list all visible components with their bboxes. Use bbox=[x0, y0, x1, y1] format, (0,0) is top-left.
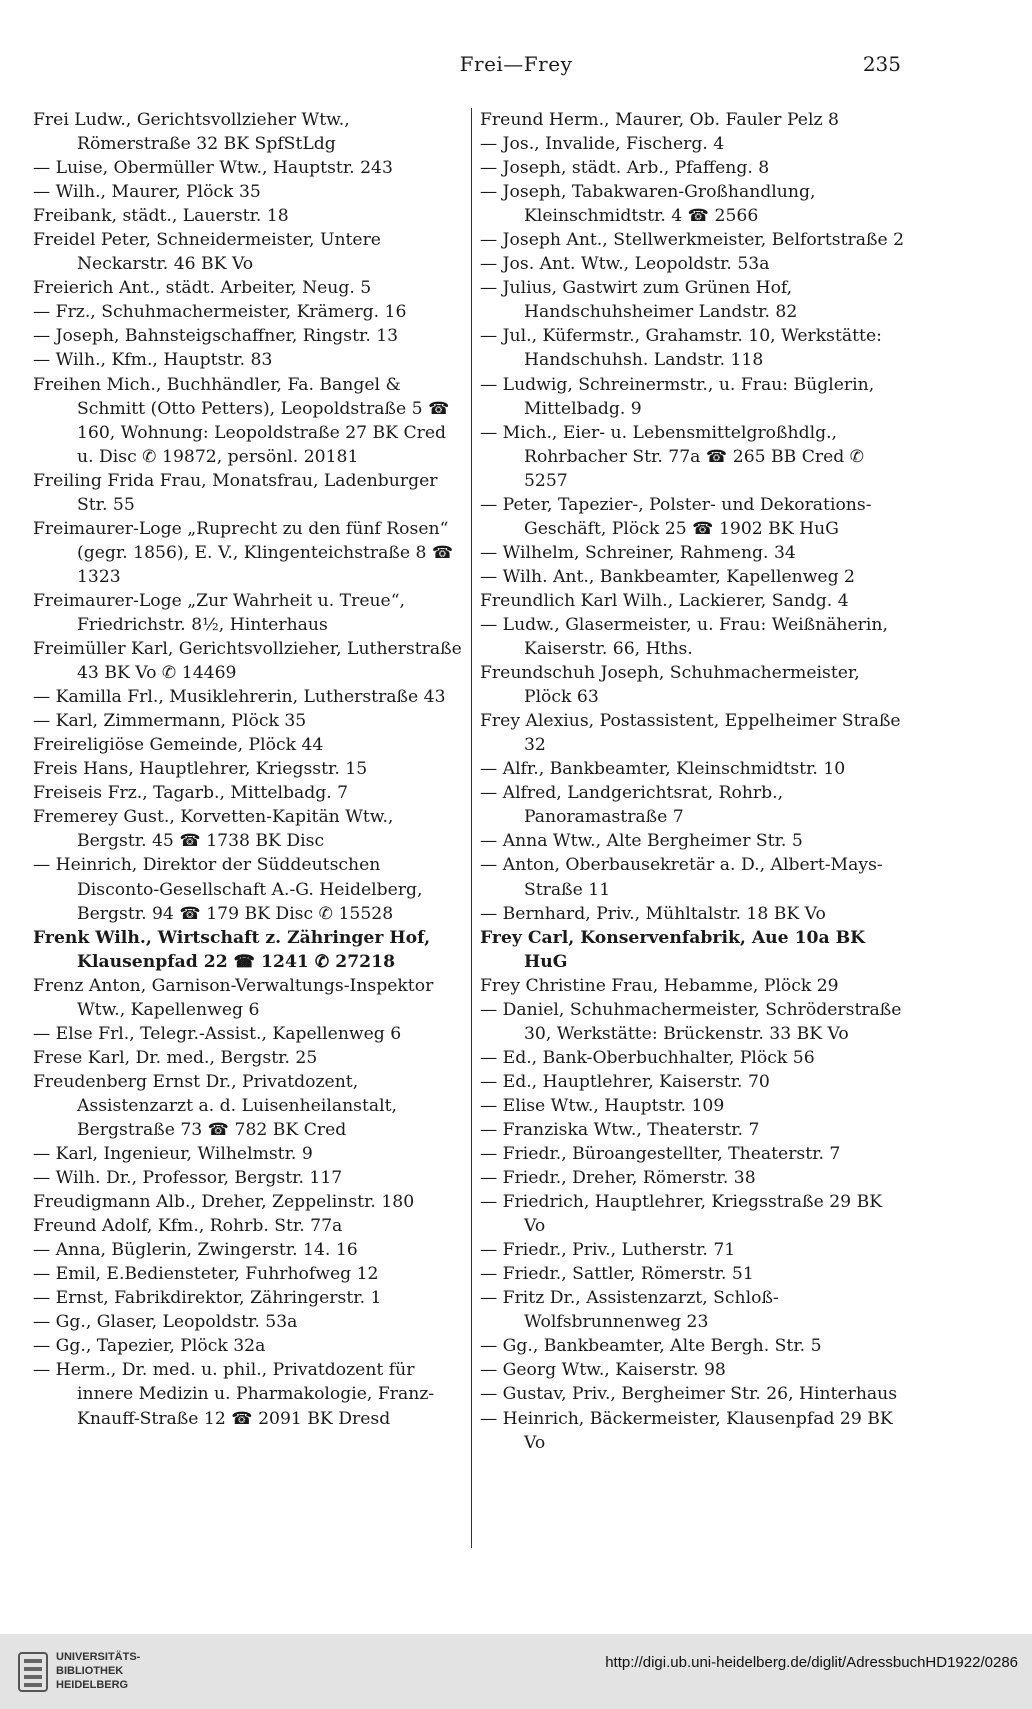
directory-entry: Fremerey Gust., Korvetten-Kapitän Wtw., Bergstr. 45 ☎ 1738 BK Disc bbox=[33, 807, 394, 852]
directory-entry: — Ed., Hauptlehrer, Kaiserstr. 70 bbox=[480, 1071, 770, 1092]
directory-entry: — Friedr., Dreher, Römerstr. 38 bbox=[480, 1168, 756, 1189]
directory-entry: — Jul., Küfermstr., Grahamstr. 10, Werkstätte: Handschuhsh. Landstr. 118 bbox=[480, 326, 882, 371]
directory-entry: — Joseph, Tabakwaren-Großhandlung, Kleinschmidtstr. 4 ☎ 2566 bbox=[480, 182, 816, 227]
column-divider bbox=[471, 108, 472, 1548]
directory-entry: — Wilh., Kfm., Hauptstr. 83 bbox=[33, 350, 273, 371]
directory-entry: — Karl, Zimmermann, Plöck 35 bbox=[33, 711, 307, 732]
directory-entry: — Herm., Dr. med. u. phil., Privatdozent für innere Medizin u. Pharmakologie, Franz-Knauff-Straße 12 ☎ 2091 BK Dresd bbox=[33, 1360, 435, 1429]
logo-line: UNIVERSITÄTS- bbox=[56, 1651, 141, 1663]
directory-entry: — Gg., Glaser, Leopoldstr. 53a bbox=[33, 1312, 298, 1333]
directory-entry: Freundschuh Joseph, Schuhmachermeister, Plöck 63 bbox=[480, 663, 860, 708]
directory-entry: — Gg., Tapezier, Plöck 32a bbox=[33, 1336, 266, 1357]
directory-entry: Frei Ludw., Gerichtsvollzieher Wtw., Römerstraße 32 BK SpfStLdg bbox=[33, 110, 350, 155]
directory-entry-bold: Frenk Wilh., Wirtschaft z. Zähringer Hof, Klausenpfad 22 ☎ 1241 ✆ 27218 bbox=[33, 927, 431, 972]
directory-entry: — Franziska Wtw., Theaterstr. 7 bbox=[480, 1119, 760, 1140]
source-url-link[interactable]: http://digi.ub.uni-heidelberg.de/diglit/AdressbuchHD1922/0286 bbox=[605, 1654, 1018, 1671]
directory-entry: — Joseph, städt. Arb., Pfaffeng. 8 bbox=[480, 158, 770, 179]
directory-entry: — Elise Wtw., Hauptstr. 109 bbox=[480, 1095, 725, 1116]
directory-entry: Frese Karl, Dr. med., Bergstr. 25 bbox=[33, 1047, 318, 1068]
directory-entry: — Friedrich, Hauptlehrer, Kriegsstraße 29 BK Vo bbox=[480, 1192, 883, 1237]
directory-entry: — Mich., Eier- u. Lebensmittelgroßhdlg., Rohrbacher Str. 77a ☎ 265 BB Cred ✆ 5257 bbox=[480, 422, 865, 491]
directory-entry: — Kamilla Frl., Musiklehrerin, Lutherstraße 43 bbox=[33, 687, 446, 708]
directory-entry: — Friedr., Büroangestellter, Theaterstr. 7 bbox=[480, 1144, 841, 1165]
directory-entry: Freimaurer-Loge „Zur Wahrheit u. Treue“, Friedrichstr. 8½, Hinterhaus bbox=[33, 590, 405, 635]
library-logo-text bbox=[56, 1650, 140, 1692]
directory-entry: — Julius, Gastwirt zum Grünen Hof, Handschuhsheimer Landstr. 82 bbox=[480, 278, 798, 323]
directory-entry: Freund Herm., Maurer, Ob. Fauler Pelz 8 bbox=[480, 110, 839, 130]
directory-entry: — Fritz Dr., Assistenzarzt, Schloß-Wolfsbrunnenweg 23 bbox=[480, 1288, 779, 1333]
directory-entry: — Friedr., Sattler, Römerstr. 51 bbox=[480, 1264, 754, 1285]
directory-entry: — Wilh. Ant., Bankbeamter, Kapellenweg 2 bbox=[480, 566, 855, 587]
directory-entry: — Friedr., Priv., Lutherstr. 71 bbox=[480, 1240, 736, 1261]
running-title: Frei—Frey bbox=[459, 52, 573, 76]
directory-entry: Frey Christine Frau, Hebamme, Plöck 29 bbox=[480, 975, 839, 996]
directory-entry: Freund Adolf, Kfm., Rohrb. Str. 77a bbox=[33, 1216, 343, 1237]
directory-entry: — Ludwig, Schreinermstr., u. Frau: Büglerin, Mittelbadg. 9 bbox=[480, 374, 875, 419]
directory-entry: Freiling Frida Frau, Monatsfrau, Ladenburger Str. 55 bbox=[33, 470, 438, 515]
directory-entry: Freimüller Karl, Gerichtsvollzieher, Lutherstraße 43 BK Vo ✆ 14469 bbox=[33, 639, 462, 684]
directory-entry: Freibank, städt., Lauerstr. 18 bbox=[33, 206, 289, 227]
directory-entry: — Luise, Obermüller Wtw., Hauptstr. 243 bbox=[33, 158, 393, 179]
directory-entry: — Ed., Bank-Oberbuchhalter, Plöck 56 bbox=[480, 1047, 815, 1068]
directory-entry: Freis Hans, Hauptlehrer, Kriegsstr. 15 bbox=[33, 759, 368, 780]
page-number: 235 bbox=[862, 52, 901, 76]
directory-entry: — Frz., Schuhmachermeister, Krämerg. 16 bbox=[33, 302, 407, 323]
directory-entry: — Heinrich, Bäckermeister, Klausenpfad 29 BK Vo bbox=[480, 1408, 893, 1453]
directory-entry: Freihen Mich., Buchhändler, Fa. Bangel & Schmitt (Otto Petters), Leopoldstraße 5 ☎ 160, Wohnung: Leopoldstraße 27 BK Cred u. Disc ✆ 19872, persönl. 20181 bbox=[33, 374, 450, 467]
directory-entry: — Anna Wtw., Alte Bergheimer Str. 5 bbox=[480, 831, 803, 852]
directory-entry: — Ernst, Fabrikdirektor, Zähringerstr. 1 bbox=[33, 1288, 382, 1309]
digitization-footer bbox=[0, 1634, 1032, 1709]
directory-entry: — Gustav, Priv., Bergheimer Str. 26, Hinterhaus bbox=[480, 1384, 898, 1405]
directory-entry: Freierich Ant., städt. Arbeiter, Neug. 5 bbox=[33, 278, 372, 299]
directory-entry: — Jos., Invalide, Fischerg. 4 bbox=[480, 134, 725, 155]
directory-entry: — Peter, Tapezier-, Polster- und Dekorations-Geschäft, Plöck 25 ☎ 1902 BK HuG bbox=[480, 494, 872, 539]
directory-entry: — Alfred, Landgerichtsrat, Rohrb., Panoramastraße 7 bbox=[480, 783, 784, 828]
left-column bbox=[33, 108, 466, 1431]
logo-line: HEIDELBERG bbox=[56, 1679, 129, 1691]
directory-entry: — Ludw., Glasermeister, u. Frau: Weißnäherin, Kaiserstr. 66, Hths. bbox=[480, 614, 888, 660]
page-header bbox=[0, 48, 1032, 78]
directory-entry: — Daniel, Schuhmachermeister, Schröderstraße 30, Werkstätte: Brückenstr. 33 BK Vo bbox=[480, 999, 902, 1044]
directory-entry: — Jos. Ant. Wtw., Leopoldstr. 53a bbox=[480, 254, 770, 275]
directory-entry: Freiseis Frz., Tagarb., Mittelbadg. 7 bbox=[33, 783, 349, 804]
directory-entry: — Anna, Büglerin, Zwingerstr. 14. 16 bbox=[33, 1240, 358, 1261]
directory-entry: — Wilhelm, Schreiner, Rahmeng. 34 bbox=[480, 542, 796, 563]
directory-entry: — Alfr., Bankbeamter, Kleinschmidtstr. 10 bbox=[480, 759, 846, 780]
directory-entry: — Joseph, Bahnsteigschaffner, Ringstr. 13 bbox=[33, 326, 399, 347]
directory-entry: Freimaurer-Loge „Ruprecht zu den fünf Rosen“ (gegr. 1856), E. V., Klingenteichstraße 8 ☎ 1323 bbox=[33, 518, 454, 587]
directory-entry: — Else Frl., Telegr.-Assist., Kapellenweg 6 bbox=[33, 1023, 402, 1044]
directory-entry: — Joseph Ant., Stellwerkmeister, Belfortstraße 2 bbox=[480, 230, 905, 251]
directory-entry: Freireligiöse Gemeinde, Plöck 44 bbox=[33, 735, 324, 756]
university-seal-icon bbox=[18, 1652, 48, 1692]
directory-entry: Freudigmann Alb., Dreher, Zeppelinstr. 180 bbox=[33, 1192, 415, 1213]
directory-entry: — Emil, E.Bediensteter, Fuhrhofweg 12 bbox=[33, 1264, 379, 1285]
directory-entry: Frey Alexius, Postassistent, Eppelheimer Straße 32 bbox=[480, 711, 901, 756]
directory-entry: Freidel Peter, Schneidermeister, Untere Neckarstr. 46 BK Vo bbox=[33, 230, 381, 275]
directory-entry: — Karl, Ingenieur, Wilhelmstr. 9 bbox=[33, 1144, 313, 1165]
directory-entry: — Gg., Bankbeamter, Alte Bergh. Str. 5 bbox=[480, 1336, 822, 1357]
directory-entry: Freundlich Karl Wilh., Lackierer, Sandg. 4 bbox=[480, 590, 849, 611]
right-column bbox=[480, 108, 908, 1455]
directory-entry: — Heinrich, Direktor der Süddeutschen Disconto-Gesellschaft A.-G. Heidelberg, Bergstr. 94 ☎ 179 BK Disc ✆ 15528 bbox=[33, 855, 423, 924]
directory-entry: — Anton, Oberbausekretär a. D., Albert-Mays-Straße 11 bbox=[480, 855, 883, 900]
logo-line: BIBLIOTHEK bbox=[56, 1665, 124, 1677]
directory-entry-bold: Frey Carl, Konservenfabrik, Aue 10a BK HuG bbox=[480, 927, 866, 972]
directory-entry: — Georg Wtw., Kaiserstr. 98 bbox=[480, 1360, 726, 1381]
directory-entry: Freudenberg Ernst Dr., Privatdozent, Assistenzarzt a. d. Luisenheilanstalt, Bergstraße 73 ☎ 782 BK Cred bbox=[33, 1071, 397, 1140]
directory-entry: Frenz Anton, Garnison-Verwaltungs-Inspektor Wtw., Kapellenweg 6 bbox=[33, 975, 434, 1020]
directory-entry: — Bernhard, Priv., Mühltalstr. 18 BK Vo bbox=[480, 903, 826, 924]
directory-entry: — Wilh., Maurer, Plöck 35 bbox=[33, 182, 261, 203]
directory-entry: — Wilh. Dr., Professor, Bergstr. 117 bbox=[33, 1168, 343, 1189]
